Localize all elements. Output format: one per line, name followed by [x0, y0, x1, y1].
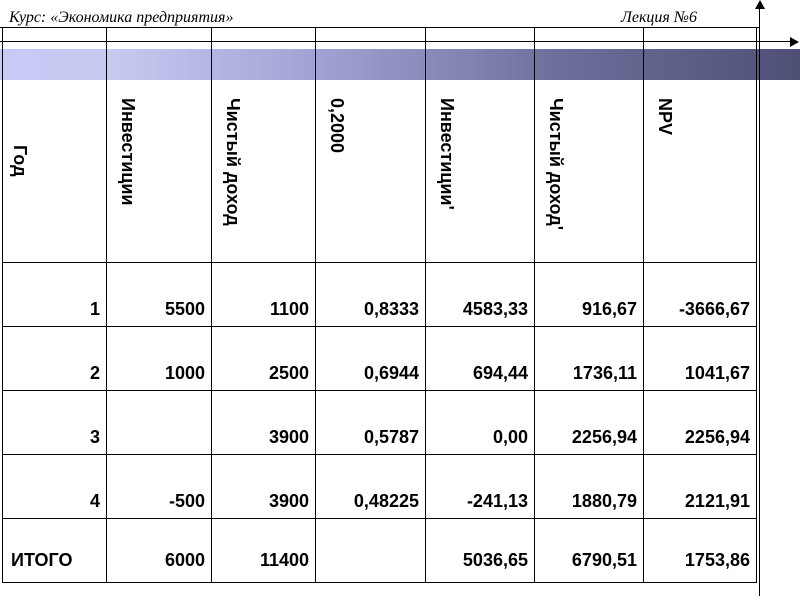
discounted-income-cell: 916,67 — [535, 263, 644, 327]
column-header-label: Чистый доход — [223, 97, 243, 226]
year-cell: 4 — [3, 455, 107, 519]
npv-cell: 1041,67 — [644, 327, 757, 391]
column-header-net-income — [212, 50, 316, 263]
vertical-axis-line — [759, 6, 760, 596]
table-top-spacer — [3, 28, 757, 50]
net-income-cell: 2500 — [212, 327, 316, 391]
total-label: ИТОГО — [3, 519, 107, 583]
lecture-number: Лекция №6 — [621, 9, 697, 26]
column-header-investments — [107, 50, 212, 263]
total-row — [3, 519, 757, 583]
total-discount-factor — [316, 519, 426, 583]
column-header-label: Чистый доход' — [546, 97, 566, 230]
total-npv: 1753,86 — [644, 519, 757, 583]
column-header-label: NPV — [655, 97, 675, 135]
discounted-income-cell: 2256,94 — [535, 391, 644, 455]
npv-cell: 2256,94 — [644, 391, 757, 455]
column-header-label: Инвестиции — [118, 97, 138, 205]
discount-factor-cell: 0,5787 — [316, 391, 426, 455]
net-income-cell: 3900 — [212, 455, 316, 519]
total-discounted-investments: 5036,65 — [426, 519, 535, 583]
up-arrow-icon — [755, 0, 765, 9]
npv-cell: 2121,91 — [644, 455, 757, 519]
column-header-label: 0,2000 — [327, 97, 347, 153]
column-header-label: Год — [10, 144, 30, 176]
investments-cell — [107, 391, 212, 455]
horizontal-axis-line — [0, 41, 795, 42]
net-income-cell: 3900 — [212, 391, 316, 455]
discount-factor-cell: 0,48225 — [316, 455, 426, 519]
discount-factor-cell: 0,8333 — [316, 263, 426, 327]
net-income-cell: 1100 — [212, 263, 316, 327]
course-title: Курс: «Экономика предприятия» — [9, 9, 234, 26]
table-row — [3, 391, 757, 455]
discount-factor-cell: 0,6944 — [316, 327, 426, 391]
discounted-investments-cell: 0,00 — [426, 391, 535, 455]
column-header-discount-rate — [316, 50, 426, 263]
year-cell: 1 — [3, 263, 107, 327]
total-investments: 6000 — [107, 519, 212, 583]
table-row — [3, 327, 757, 391]
column-header-npv — [644, 50, 757, 263]
npv-cell: -3666,67 — [644, 263, 757, 327]
investments-cell: 5500 — [107, 263, 212, 327]
discounted-income-cell: 1880,79 — [535, 455, 644, 519]
right-arrow-icon — [790, 37, 799, 47]
total-discounted-income: 6790,51 — [535, 519, 644, 583]
year-cell: 2 — [3, 327, 107, 391]
total-net-income: 11400 — [212, 519, 316, 583]
column-header-label: Инвестиции' — [437, 97, 457, 210]
table-row — [3, 263, 757, 327]
investments-cell: 1000 — [107, 327, 212, 391]
discounted-investments-cell: 694,44 — [426, 327, 535, 391]
table-header-row — [3, 50, 757, 263]
discounted-income-cell: 1736,11 — [535, 327, 644, 391]
discounted-investments-cell: 4583,33 — [426, 263, 535, 327]
table-row — [3, 455, 757, 519]
column-header-discounted-investments — [426, 50, 535, 263]
year-cell: 3 — [3, 391, 107, 455]
column-header-year — [3, 50, 107, 263]
investments-cell: -500 — [107, 455, 212, 519]
npv-table — [2, 27, 757, 583]
column-header-discounted-income — [535, 50, 644, 263]
discounted-investments-cell: -241,13 — [426, 455, 535, 519]
